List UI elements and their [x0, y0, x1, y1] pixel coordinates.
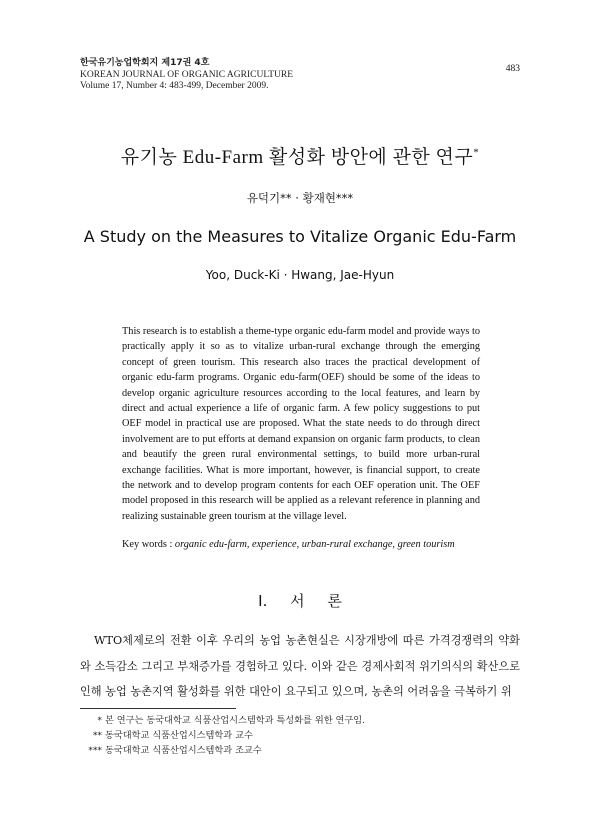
- intro-paragraph: [80, 628, 520, 705]
- journal-volume-line: Volume 17, Number 4: 483-499, December 2009.: [80, 81, 269, 91]
- footnote-mark: ***: [88, 745, 102, 756]
- footnote-text: 동국대학교 식품산업시스템학과 교수: [105, 730, 253, 741]
- page-number: 483: [505, 64, 520, 74]
- footnote-divider: [80, 708, 236, 709]
- keywords: [122, 539, 482, 550]
- footnote-text: 본 연구는 동국대학교 식품산업시스템학과 특성화를 위한 연구임.: [105, 715, 366, 726]
- section-title: I. 서 론: [258, 592, 342, 610]
- keywords-values: organic edu-farm, experience, urban-rural exchange, green tourism: [174, 539, 455, 550]
- footnote: [80, 744, 262, 758]
- journal-name-korean: 한국유기농업학회지 제17권 4호: [80, 58, 210, 68]
- title-footnote-mark: *: [473, 146, 480, 159]
- authors-english: Yoo, Duck-Ki · Hwang, Jae-Hyun: [205, 268, 395, 282]
- footnote-mark: **: [92, 730, 102, 741]
- footnote: [80, 729, 253, 743]
- authors-korean: 유덕기** · 황재현***: [246, 191, 354, 205]
- footnote-text: 동국대학교 식품산업시스템학과 조교수: [105, 745, 262, 756]
- keywords-label: Key words :: [122, 539, 175, 550]
- title-english: A Study on the Measures to Vitalize Organic Edu-Farm: [83, 227, 517, 246]
- intro-text: WTO체제로의 전환 이후 우리의 농업 농촌현실은 시장개방에 따른 가격경쟁력의 약화와 소득감소 그리고 부채증가를 경험하고 있다. 이와 같은 경제사회적 위기의식의 확산으로 인해 농업 농촌지역 활성화를 위한 대안이 요구되고 있으며, 농촌의 어려움을 극복하기 위: [80, 634, 520, 698]
- footnote-mark: *: [97, 715, 102, 726]
- title-korean-text: 유기농 Edu-Farm 활성화 방안에 관한 연구: [120, 147, 474, 168]
- title-korean: [0, 142, 600, 169]
- journal-name-english: KOREAN JOURNAL OF ORGANIC AGRICULTURE: [80, 70, 294, 80]
- abstract: This research is to establish a theme-type organic edu-farm model and provide ways to practically apply it so as to vitalize urban-rural exchange through the emerging concept of green tourism. This research also traces the practical development of organic edu-farm programs. Organic edu-farm(OEF) should be some of the ideas to develop organic agriculture resources according to the local features, and learn by direct and actual experience a life of organic farm. A few policy suggestions to put OEF model in practical use are proposed. What the state needs to do through direct involvement are to put efforts at demand expansion on organic farm products, to clean and beautify the green rural environmental settings, to build more urban-rural exchange facilities. What is more important, however, is financial support, to create the network and to develop program contents for each OEF operation unit. The OEF model proposed in this research will be applied as a relevant reference in planning and realizing sustainable green tourism at the village level.: [122, 326, 480, 522]
- footnote: [80, 714, 365, 728]
